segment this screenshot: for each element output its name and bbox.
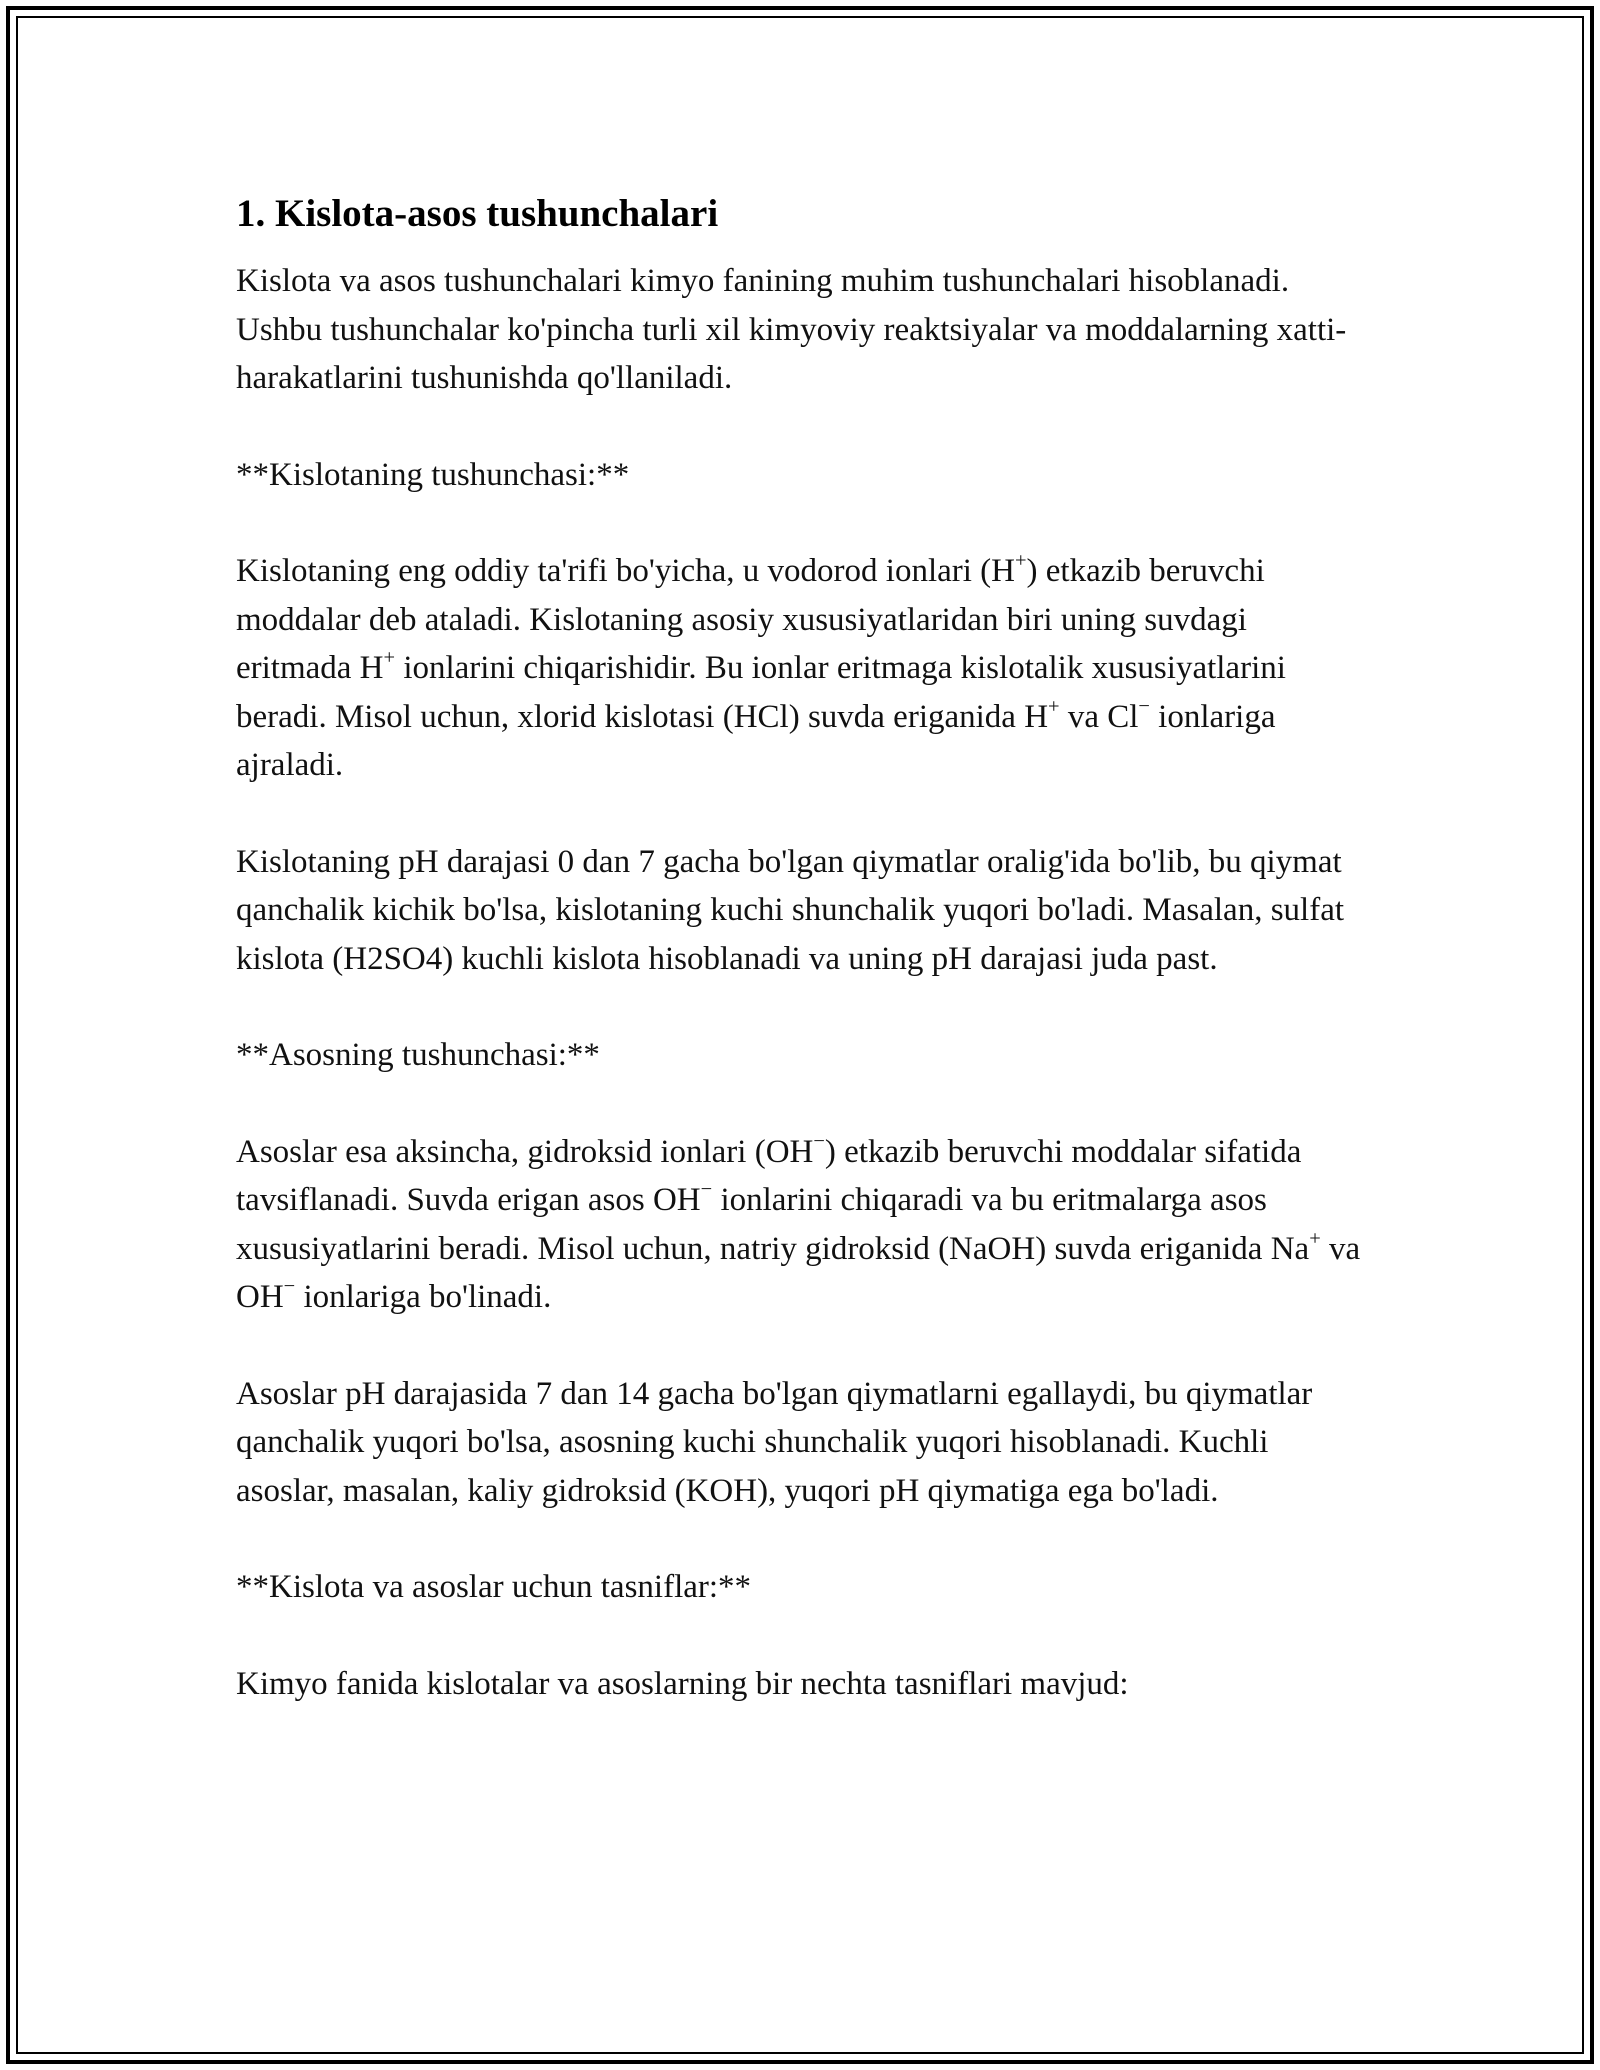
acid-paragraph-2: Kislotaning pH darajasi 0 dan 7 gacha bo'lgan qiymatlar oralig'ida bo'lib, bu qiymat qanchalik kichik bo'lsa, kislotaning kuchi shunchalik yuqori bo'ladi. Masalan, sulfat kislota (H2SO4) kuchli kislota hisoblanadi va uning pH darajasi juda past. xyxy=(236,843,1345,977)
text: ) etkazib beruvchi moddalar deb ataladi. Kislotaning asosiy xususiyatlaridan biri uning suvdagi eritmada H xyxy=(236,553,1265,686)
text: ionlariga bo'linadi. xyxy=(295,1279,552,1315)
text: Kislotaning eng oddiy ta'rifi bo'yicha, u vodorod ionlari (H xyxy=(236,553,1015,589)
base-paragraph-2: Asoslar pH darajasida 7 dan 14 gacha bo'lgan qiymatlarni egallaydi, bu qiymatlar qanchalik yuqori bo'lsa, asosning kuchi shunchalik yuqori hisoblanadi. Kuchli asoslar, masalan, kaliy gidroksid (KOH), yuqori pH qiymatiga ega bo'ladi. xyxy=(236,1375,1313,1509)
base-heading: **Asosning tushunchasi:** xyxy=(236,1037,600,1073)
classification-paragraph: Kimyo fanida kislotalar va asoslarning bir nechta tasniflari mavjud: xyxy=(236,1665,1129,1702)
text: ionlariga ajraladi. xyxy=(236,698,1276,783)
superscript: + xyxy=(1015,549,1027,572)
text: ionlarini chiqarishidir. Bu ionlar eritmaga kislotalik xususiyatlarini beradi. Misol uchun, xlorid kislotasi (HCl) suvda eriganida H xyxy=(236,650,1286,735)
text: ) etkazib beruvchi moddalar sifatida tavsiflanadi. Suvda erigan asos OH xyxy=(236,1133,1302,1218)
superscript: + xyxy=(1309,1226,1321,1249)
text: va OH xyxy=(236,1230,1361,1315)
superscript: − xyxy=(700,1178,713,1201)
acid-heading: **Kislotaning tushunchasi:** xyxy=(236,456,630,493)
superscript: − xyxy=(283,1275,296,1298)
superscript: + xyxy=(383,646,396,669)
superscript: − xyxy=(1138,694,1150,717)
intro-paragraph: Kislota va asos tushunchalari kimyo fanining muhim tushunchalari hisoblanadi. Ushbu tushunchalar ko'pincha turli xil kimyoviy reaktsiyalar va moddalarning xatti-harakatlarini tushunishda qo'llaniladi. xyxy=(236,263,1347,396)
document-body xyxy=(236,186,1366,1708)
text: va Cl xyxy=(1059,698,1139,735)
acid-paragraph-1 xyxy=(236,547,1366,790)
section-heading: 1. Kislota-asos tushunchalari xyxy=(236,192,719,235)
superscript: + xyxy=(1048,694,1060,717)
text: ionlarini chiqaradi va bu eritmalarga asos xususiyatlarini beradi. Misol uchun, natriy gidroksid (NaOH) suvda eriganida Na xyxy=(236,1182,1310,1267)
text: Asoslar esa aksincha, gidroksid ionlari (OH xyxy=(236,1133,814,1170)
superscript: − xyxy=(813,1129,825,1152)
classification-heading: **Kislota va asoslar uchun tasniflar:** xyxy=(236,1569,752,1605)
base-paragraph-1 xyxy=(236,1128,1366,1322)
